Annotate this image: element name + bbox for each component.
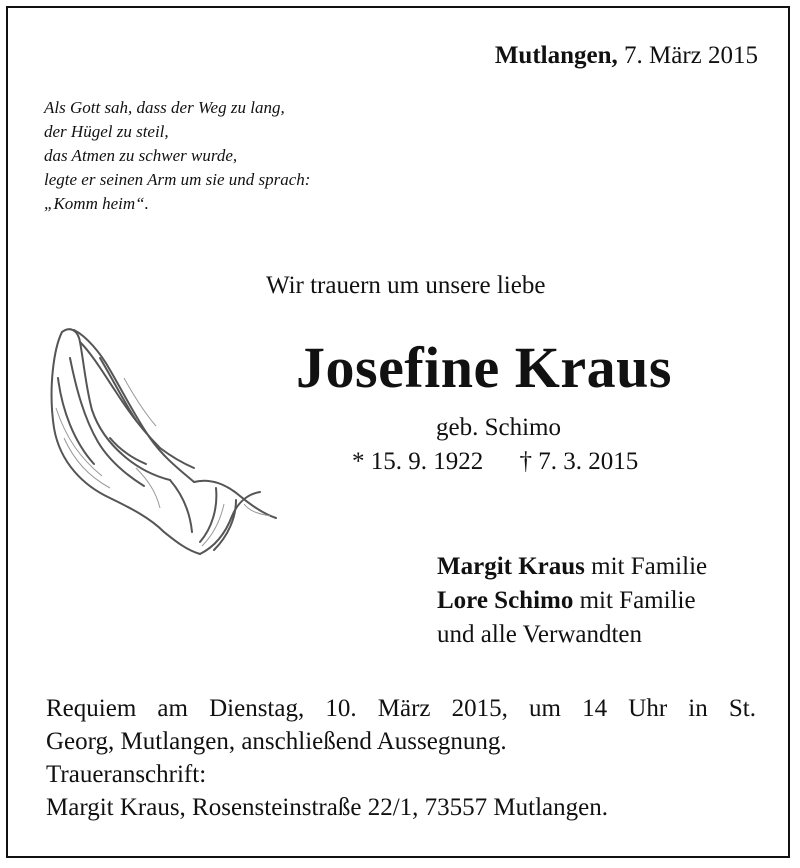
- poem-line: das Atmen zu schwer wurde,: [44, 146, 238, 165]
- requiem-line: Requiem am Dienstag, 10. März 2015, um 14 Uhr in St.: [46, 695, 756, 722]
- notice-date: 7. März 2015: [624, 42, 758, 69]
- mourner-suffix: mit Familie: [584, 553, 708, 580]
- intro-text: Wir trauern um unsere liebe: [266, 272, 546, 299]
- poem-line: der Hügel zu steil,: [44, 122, 169, 141]
- mourner-line: [437, 584, 707, 618]
- address-line: Margit Kraus, Rosensteinstraße 22/1, 73557 Mutlangen.: [46, 794, 608, 821]
- poem-line: „Komm heim“.: [44, 194, 149, 213]
- poem-line: legte er seinen Arm um sie und sprach:: [44, 170, 311, 189]
- address-heading: Traueranschrift:: [46, 761, 207, 788]
- birth-date: * 15. 9. 1922: [352, 448, 484, 475]
- mourner-suffix: mit Familie: [573, 587, 696, 614]
- mourner-line: [437, 550, 707, 584]
- mourner-suffix: und alle Verwandten: [437, 621, 643, 648]
- deceased-name: Josefine Kraus: [296, 335, 672, 400]
- mourner-name: Lore Schimo: [437, 587, 574, 614]
- death-date: † 7. 3. 2015: [519, 448, 639, 475]
- praying-hands-icon: [40, 318, 280, 568]
- requiem-line: Georg, Mutlangen, anschließend Aussegnung.: [46, 728, 507, 755]
- service-info: [46, 692, 756, 824]
- place: Mutlangen,: [494, 42, 618, 69]
- life-dates: [352, 448, 638, 476]
- poem-line: Als Gott sah, dass der Weg zu lang,: [44, 98, 285, 117]
- place-date: [495, 42, 758, 70]
- poem: [44, 96, 310, 216]
- mourners: [437, 550, 707, 652]
- maiden-name: geb. Schimo: [436, 414, 561, 441]
- mourner-name: Margit Kraus: [437, 553, 585, 580]
- mourner-line: [437, 618, 707, 652]
